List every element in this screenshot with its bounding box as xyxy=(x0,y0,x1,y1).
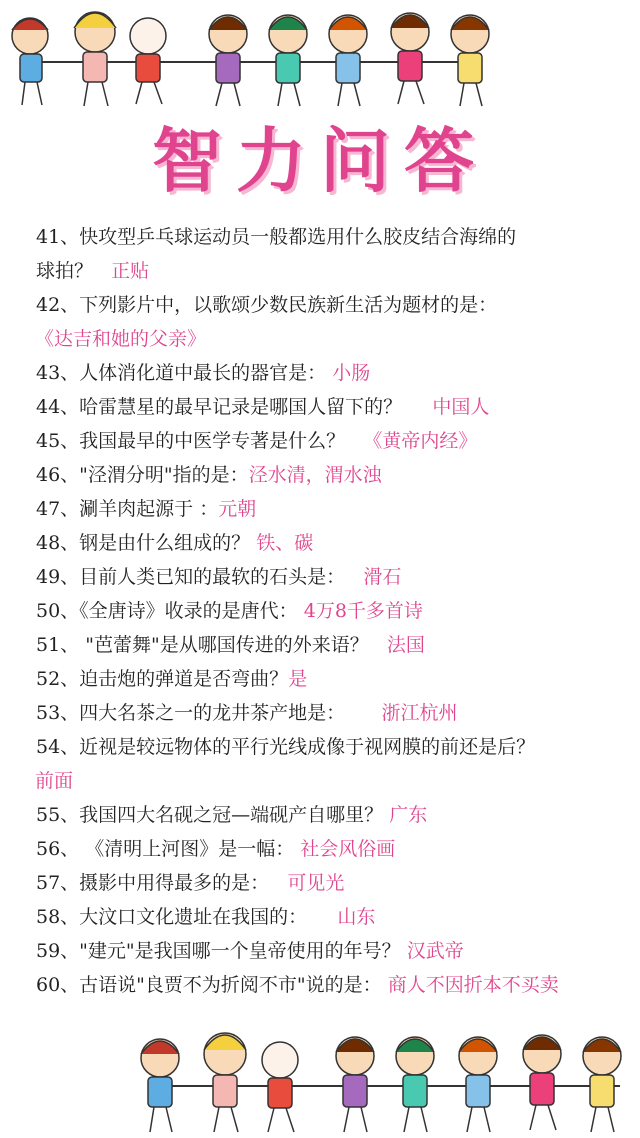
answer-text: 社会风俗画 xyxy=(300,838,396,860)
qa-item-43 xyxy=(36,356,636,390)
qa-item-54 xyxy=(36,730,636,798)
answer-text: 滑石 xyxy=(363,566,402,588)
answer-text: 是 xyxy=(288,668,308,690)
answer-text: 浙江杭州 xyxy=(381,702,458,724)
answer-text: 商人不因折本不买卖 xyxy=(387,974,559,996)
answer-text: 前面 xyxy=(35,770,74,792)
answer-text: 广东 xyxy=(389,804,428,826)
qa-list xyxy=(36,220,636,1002)
question-text: 50、《全唐诗》收录的是唐代： xyxy=(36,600,298,622)
qa-item-44 xyxy=(36,390,636,424)
question-text: 59、"建元"是我国哪一个皇帝使用的年号？ xyxy=(36,940,401,962)
answer-text: 《黄帝内经》 xyxy=(363,430,478,452)
qa-item-57 xyxy=(36,866,636,900)
page-title: 智力问答 xyxy=(152,120,488,202)
answer-text: 铁、碳 xyxy=(256,532,314,554)
question-text: 46、"泾渭分明"指的是： xyxy=(36,464,249,486)
qa-item-49 xyxy=(36,560,636,594)
question-text: 60、古语说"良贾不为折阅不市"说的是： xyxy=(36,974,382,996)
question-text: 41、快攻型乒乓球运动员一般都选用什么胶皮结合海绵的 xyxy=(36,226,517,248)
question-text: 48、钢是由什么组成的？ xyxy=(36,532,251,554)
answer-text: 中国人 xyxy=(432,396,490,418)
qa-item-50 xyxy=(36,594,636,628)
kids-illustration-top xyxy=(0,0,640,112)
question-text: 52、迫击炮的弹道是否弯曲？ xyxy=(36,668,289,690)
answer-text: 元朝 xyxy=(218,498,257,520)
question-text-cont: 球拍？ xyxy=(36,260,94,282)
answer-text: 小肠 xyxy=(332,362,371,384)
answer-text: 汉武帝 xyxy=(406,940,464,962)
question-text: 56、 《清明上河图》是一幅： xyxy=(36,838,295,860)
answer-text: 4万8千多首诗 xyxy=(303,600,423,622)
question-text: 47、涮羊肉起源于 ： xyxy=(36,498,219,520)
qa-item-45 xyxy=(36,424,636,458)
question-text: 55、我国四大名砚之冠—端砚产自哪里？ xyxy=(36,804,384,826)
answer-text: 法国 xyxy=(386,634,425,656)
answer-text: 山东 xyxy=(337,906,376,928)
question-text: 54、近视是较远物体的平行光线成像于视网膜的前还是后？ xyxy=(36,736,536,758)
qa-item-59 xyxy=(36,934,636,968)
answer-text: 可见光 xyxy=(287,872,345,894)
qa-item-41 xyxy=(36,220,636,288)
qa-item-51 xyxy=(36,628,636,662)
qa-item-46 xyxy=(36,458,636,492)
question-text: 57、摄影中用得最多的是： xyxy=(36,872,270,894)
question-text: 51、 "芭蕾舞"是从哪国传进的外来语？ xyxy=(36,634,369,656)
qa-item-42 xyxy=(36,288,636,356)
question-text: 42、下列影片中，以歌颂少数民族新生活为题材的是： xyxy=(36,294,498,316)
qa-item-55 xyxy=(36,798,636,832)
qa-item-47 xyxy=(36,492,636,526)
question-text: 43、人体消化道中最长的器官是： xyxy=(36,362,327,384)
question-text: 49、目前人类已知的最软的石头是： xyxy=(36,566,346,588)
question-text: 53、四大名茶之一的龙井茶产地是： xyxy=(36,702,346,724)
question-text: 58、大汶口文化遗址在我国的： xyxy=(36,906,308,928)
qa-item-48 xyxy=(36,526,636,560)
answer-text: 《达吉和她的父亲》 xyxy=(35,328,207,350)
qa-item-56 xyxy=(36,832,636,866)
qa-item-58 xyxy=(36,900,636,934)
question-text: 44、哈雷慧星的最早记录是哪国人留下的？ xyxy=(36,396,403,418)
kids-illustration-bottom xyxy=(0,1010,640,1138)
answer-text: 正贴 xyxy=(111,260,150,282)
answer-text: 泾水清，渭水浊 xyxy=(248,464,382,486)
qa-item-52 xyxy=(36,662,636,696)
qa-item-60 xyxy=(36,968,636,1002)
qa-item-53 xyxy=(36,696,636,730)
question-text: 45、我国最早的中医学专著是什么？ xyxy=(36,430,346,452)
